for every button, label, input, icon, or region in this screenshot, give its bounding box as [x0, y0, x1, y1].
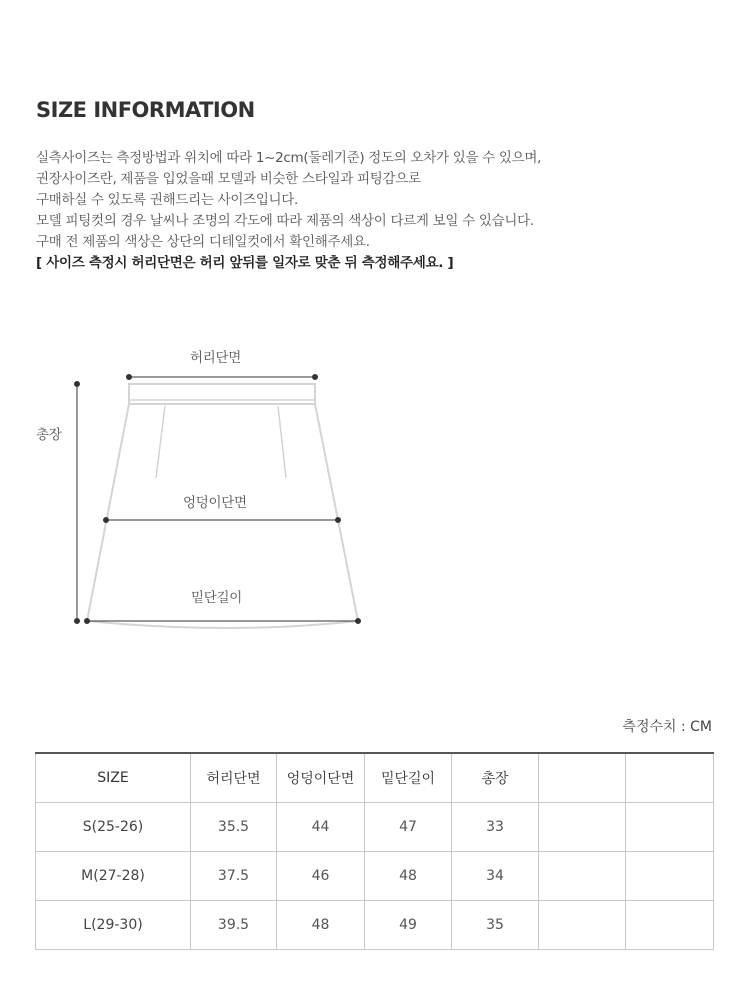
page-title: SIZE INFORMATION	[36, 98, 255, 122]
table-header-row	[36, 753, 714, 803]
cell-hem: 47	[365, 803, 452, 852]
table-row	[36, 901, 714, 950]
description-line: 모델 피팅컷의 경우 날씨나 조명의 각도에 따라 제품의 색상이 다르게 보일 수 있습니다.	[36, 213, 534, 229]
cell-hem: 49	[365, 901, 452, 950]
cell-length: 33	[452, 803, 539, 852]
pocket-line-left	[156, 406, 165, 478]
description-line: 실측사이즈는 측정방법과 위치에 따라 1~2cm(둘레기준) 정도의 오차가 있을 수 있으며,	[36, 150, 542, 166]
header-waist: 허리단면	[191, 753, 277, 803]
unit-label: 측정수치 : CM	[622, 719, 712, 735]
length-label: 총장	[36, 427, 62, 443]
hem-label: 밑단길이	[191, 590, 242, 606]
cell-hip: 46	[277, 852, 365, 901]
skirt-measurement-diagram	[0, 330, 750, 650]
hip-label: 엉덩이단면	[183, 495, 247, 511]
cell-waist: 37.5	[191, 852, 277, 901]
cell-empty	[626, 901, 714, 950]
waistband-shape	[129, 384, 315, 404]
cell-empty	[626, 803, 714, 852]
cell-length: 35	[452, 901, 539, 950]
description-line: 구매 전 제품의 색상은 상단의 디테일컷에서 확인해주세요.	[36, 234, 370, 250]
size-table	[35, 752, 714, 950]
header-empty	[539, 753, 626, 803]
cell-empty	[626, 852, 714, 901]
size-description	[36, 148, 726, 274]
description-notice: [ 사이즈 측정시 허리단면은 허리 앞뒤를 일자로 맞춘 뒤 측정해주세요. ]	[36, 255, 454, 271]
cell-waist: 35.5	[191, 803, 277, 852]
cell-hip: 44	[277, 803, 365, 852]
pocket-line-right	[278, 406, 286, 478]
table-row	[36, 852, 714, 901]
cell-empty	[539, 852, 626, 901]
description-line: 권장사이즈란, 제품을 입었을때 모델과 비슷한 스타일과 피팅감으로	[36, 171, 421, 187]
header-hip: 엉덩이단면	[277, 753, 365, 803]
cell-size: M(27-28)	[36, 852, 191, 901]
cell-waist: 39.5	[191, 901, 277, 950]
table-row	[36, 803, 714, 852]
header-length: 총장	[452, 753, 539, 803]
waist-label: 허리단면	[190, 350, 241, 366]
description-line: 구매하실 수 있도록 권해드리는 사이즈입니다.	[36, 192, 299, 208]
cell-hem: 48	[365, 852, 452, 901]
cell-hip: 48	[277, 901, 365, 950]
cell-empty	[539, 803, 626, 852]
header-size: SIZE	[36, 753, 191, 803]
cell-empty	[539, 901, 626, 950]
skirt-illustration	[0, 330, 750, 650]
header-empty	[626, 753, 714, 803]
cell-size: L(29-30)	[36, 901, 191, 950]
cell-length: 34	[452, 852, 539, 901]
cell-size: S(25-26)	[36, 803, 191, 852]
header-hem: 밑단길이	[365, 753, 452, 803]
